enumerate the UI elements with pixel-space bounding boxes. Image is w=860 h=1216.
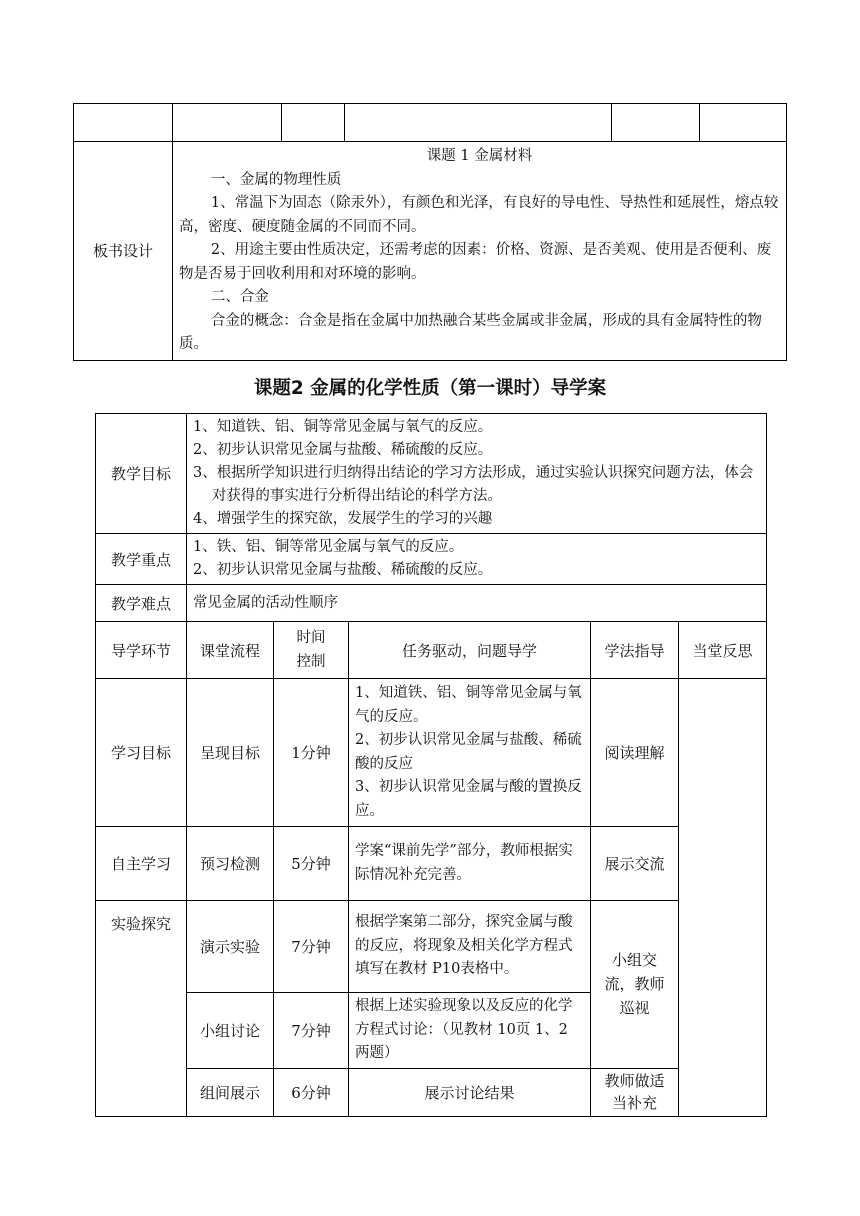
key-points-content [187, 534, 767, 585]
key-point-item: 2、初步认识常见金属与盐酸、稀硫酸的反应。 [193, 562, 493, 578]
key-points-row [96, 534, 767, 585]
board-line: 2、用途主要由性质决定，还需考虑的因素：价格、资源、是否美观、使用是否便利、废物是否易于回收利用和对环境的影响。 [179, 242, 772, 282]
difficulty-row [96, 585, 767, 622]
key-point-item: 1、铁、铝、铜等常见金属与氧气的反应。 [193, 539, 464, 555]
table-row [96, 827, 767, 901]
board-line: 合金的概念：合金是指在金属中加热融合某些金属或非金属，形成的具有金属特性的物质。 [179, 312, 762, 352]
goals-content [187, 414, 767, 534]
empty-cell [345, 104, 612, 142]
header-process: 课堂流程 [187, 622, 274, 679]
time-cell: 6分钟 [274, 1068, 349, 1116]
task-cell: 根据学案第二部分，探究金属与酸的反应，将现象及相关化学方程式填写在教材 P10表格中。 [349, 901, 591, 993]
method-text: 小组交流，教师巡视 [604, 951, 665, 1018]
stage-cell: 自主学习 [96, 827, 187, 901]
board-line-title: 课题 1 金属材料 [426, 148, 533, 164]
time-cell: 7分钟 [274, 901, 349, 993]
header-task: 任务驱动，问题导学 [349, 622, 591, 679]
process-cell: 组间展示 [187, 1068, 274, 1116]
task-cell: 学案“课前先学”部分，教师根据实际情况补充完善。 [349, 827, 591, 901]
task-line: 2、初步认识常见金属与盐酸、稀硫酸的反应 [355, 732, 582, 772]
reflection-cell [679, 679, 767, 1117]
task-cell: 展示讨论结果 [349, 1068, 591, 1116]
empty-cell [74, 104, 173, 142]
empty-cell [700, 104, 787, 142]
empty-row [74, 104, 787, 142]
process-cell: 呈现目标 [187, 679, 274, 827]
difficulty-label: 教学难点 [96, 585, 187, 622]
header-method: 学法指导 [591, 622, 679, 679]
task-cell: 根据上述实验现象以及反应的化学方程式讨论：（见教材 10页 1、2 两题） [349, 993, 591, 1069]
goal-item: 2、初步认识常见金属与盐酸、稀硫酸的反应。 [193, 442, 493, 458]
board-design-row [74, 142, 787, 361]
goal-item: 3、根据所学知识进行归纳得出结论的学习方法形成，通过实验认识探究问题方法，体会对获得的事实进行分析得出结论的科学方法。 [193, 465, 754, 504]
process-cell: 预习检测 [187, 827, 274, 901]
header-stage: 导学环节 [96, 622, 187, 679]
lesson-plan-table [95, 413, 767, 1117]
method-cell [591, 901, 679, 1069]
header-reflection: 当堂反思 [679, 622, 767, 679]
empty-cell [612, 104, 700, 142]
table-row [96, 1068, 767, 1116]
method-cell [591, 1068, 679, 1116]
board-line: 1、常温下为固态（除汞外），有颜色和光泽，有良好的导电性、导热性和延展性，熔点较高，密度、硬度随金属的不同而不同。 [179, 195, 779, 235]
board-line: 一、金属的物理性质 [210, 171, 342, 188]
header-time-text: 时间控制 [296, 630, 326, 670]
board-design-table [73, 103, 787, 361]
time-cell: 1分钟 [274, 679, 349, 827]
key-points-label: 教学重点 [96, 534, 187, 585]
method-cell: 展示交流 [591, 827, 679, 901]
task-line: 3、初步认识常见金属与酸的置换反应。 [355, 779, 582, 819]
method-cell: 阅读理解 [591, 679, 679, 827]
process-cell: 小组讨论 [187, 993, 274, 1069]
empty-cell [282, 104, 345, 142]
board-line: 二、合金 [210, 289, 269, 305]
time-cell: 7分钟 [274, 993, 349, 1069]
empty-cell [173, 104, 282, 142]
board-design-content [173, 142, 787, 361]
goals-row [96, 414, 767, 534]
goal-item: 1、知道铁、铝、铜等常见金属与氧气的反应。 [193, 419, 493, 435]
table-row [96, 901, 767, 993]
process-cell: 演示实验 [187, 901, 274, 993]
table-row [96, 679, 767, 827]
board-design-label: 板书设计 [74, 142, 173, 361]
difficulty-content: 常见金属的活动性顺序 [187, 585, 767, 622]
document-title: 课题2 金属的化学性质（第一课时）导学案 [253, 378, 607, 399]
header-time [274, 622, 349, 679]
goal-item: 4、增强学生的探究欲，发展学生的学习的兴趣 [193, 511, 493, 527]
task-cell [349, 679, 591, 827]
goals-label: 教学目标 [96, 414, 187, 534]
header-row [96, 622, 767, 679]
task-line: 1、知道铁、铝、铜等常见金属与氧气的反应。 [355, 685, 582, 725]
stage-cell: 学习目标 [96, 679, 187, 827]
stage-cell: 实验探究 [96, 901, 187, 1117]
method-text: 教师做适当补充 [604, 1072, 665, 1112]
time-cell: 5分钟 [274, 827, 349, 901]
